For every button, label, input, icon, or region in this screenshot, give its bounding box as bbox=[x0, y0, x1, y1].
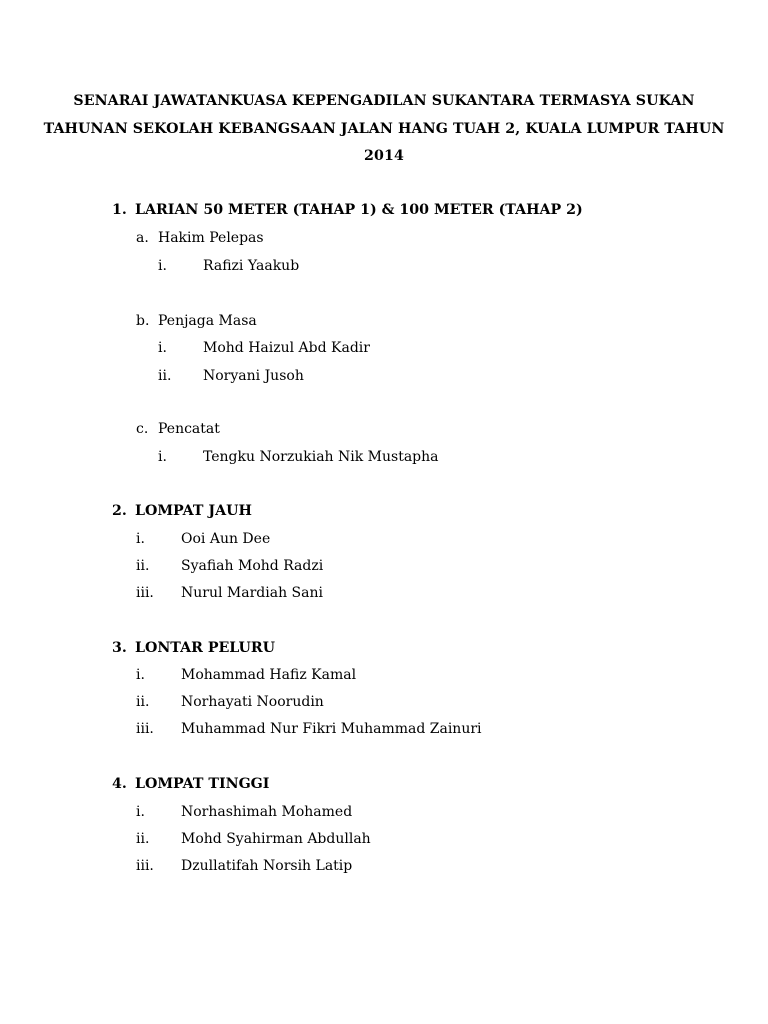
item-name: Nurul Mardiah Sani bbox=[181, 585, 323, 601]
item-name: Norhayati Noorudin bbox=[181, 694, 324, 710]
document-title-line-3: 2014 bbox=[364, 148, 404, 164]
item-name: Syafiah Mohd Radzi bbox=[181, 558, 324, 574]
item-numeral: iii. bbox=[136, 585, 154, 601]
item-numeral: ii. bbox=[136, 558, 150, 574]
section-heading-2 bbox=[112, 503, 252, 519]
subsection-letter: b. bbox=[136, 313, 150, 329]
item-name: Rafizi Yaakub bbox=[203, 258, 300, 274]
item-name: Mohammad Hafiz Kamal bbox=[181, 667, 357, 683]
item-name: Tengku Norzukiah Nik Mustapha bbox=[203, 449, 439, 465]
subsection-letter: a. bbox=[136, 230, 149, 246]
subsection-label: Hakim Pelepas bbox=[158, 230, 264, 246]
subsection-label: Pencatat bbox=[158, 421, 220, 437]
item-name: Dzullatifah Norsih Latip bbox=[181, 858, 353, 874]
subsection-letter: c. bbox=[136, 421, 149, 437]
item-numeral: ii. bbox=[158, 368, 172, 384]
item-name: Mohd Syahirman Abdullah bbox=[181, 831, 371, 847]
section-number: 1. bbox=[112, 202, 127, 218]
document-title-line-1: SENARAI JAWATANKUASA KEPENGADILAN SUKANTARA TERMASYA SUKAN bbox=[73, 93, 695, 109]
item-numeral: i. bbox=[136, 531, 145, 547]
subsection-a bbox=[136, 230, 264, 246]
section-title: LOMPAT JAUH bbox=[135, 503, 252, 519]
item-numeral: i. bbox=[136, 667, 145, 683]
subsection-b bbox=[136, 313, 257, 329]
item-numeral: i. bbox=[158, 340, 167, 356]
item-name: Mohd Haizul Abd Kadir bbox=[203, 340, 370, 356]
item-numeral: iii. bbox=[136, 721, 154, 737]
item-name: Muhammad Nur Fikri Muhammad Zainuri bbox=[181, 721, 482, 737]
subsection-c bbox=[136, 421, 220, 437]
section-title: LONTAR PELURU bbox=[135, 640, 276, 656]
section-heading-4 bbox=[112, 776, 269, 792]
section-title: LARIAN 50 METER (TAHAP 1) & 100 METER (TAHAP 2) bbox=[135, 202, 583, 218]
section-number: 2. bbox=[112, 503, 127, 519]
item-name: Ooi Aun Dee bbox=[181, 531, 271, 547]
item-numeral: i. bbox=[136, 804, 145, 820]
item-numeral: ii. bbox=[136, 831, 150, 847]
item-name: Noryani Jusoh bbox=[203, 368, 304, 384]
section-title: LOMPAT TINGGI bbox=[135, 776, 270, 792]
section-heading-3 bbox=[112, 640, 275, 656]
item-name: Norhashimah Mohamed bbox=[181, 804, 353, 820]
item-numeral: i. bbox=[158, 258, 167, 274]
section-number: 3. bbox=[112, 640, 127, 656]
section-number: 4. bbox=[112, 776, 127, 792]
section-heading-1 bbox=[112, 202, 583, 218]
document-title-line-2: TAHUNAN SEKOLAH KEBANGSAAN JALAN HANG TUAH 2, KUALA LUMPUR TAHUN bbox=[43, 121, 725, 137]
item-numeral: i. bbox=[158, 449, 167, 465]
item-numeral: ii. bbox=[136, 694, 150, 710]
item-numeral: iii. bbox=[136, 858, 154, 874]
subsection-label: Penjaga Masa bbox=[158, 313, 257, 329]
